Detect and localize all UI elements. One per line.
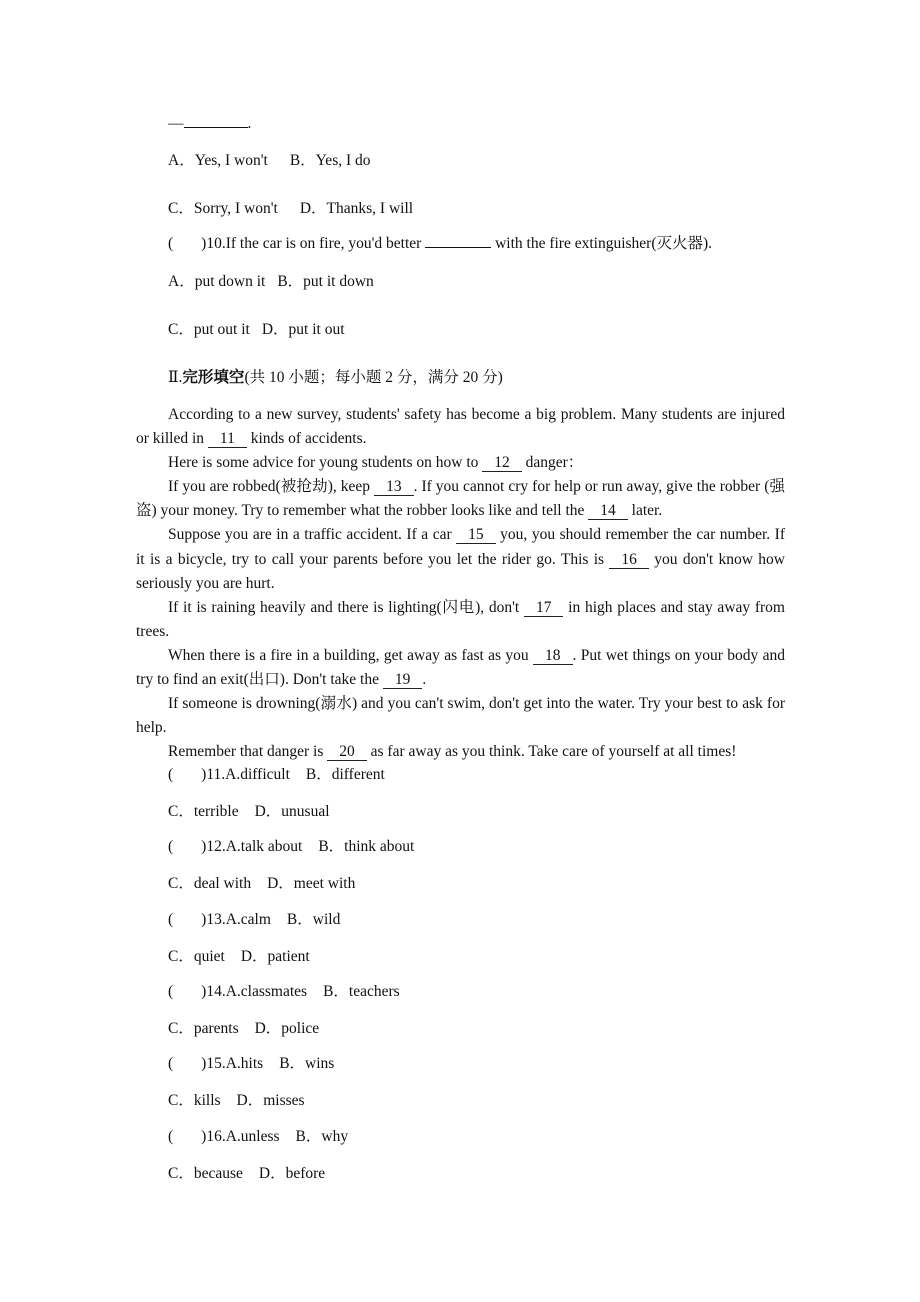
blank-number: 17 [524, 599, 564, 617]
option-a: A.classmates [225, 983, 308, 1000]
passage-text: . If you cannot cry for help or run away, give the robber (强盗) your money. Try to remember what the robber looks like and tell the [136, 478, 785, 520]
question-number: 11. [206, 766, 226, 783]
option-c: C．kills [168, 1092, 221, 1109]
blank-number: 13 [374, 478, 414, 496]
question-item [168, 982, 400, 1002]
blank-number: 16 [609, 551, 649, 569]
answer-paren-open: ( [168, 235, 174, 252]
option-b: B．wild [286, 911, 341, 928]
passage-paragraph [136, 692, 785, 740]
question-number: 14. [206, 983, 226, 1000]
passage-text: as far away as you think. Take care of yourself at all times! [366, 743, 737, 761]
question-options-cd [168, 1091, 305, 1111]
blank-number: 12 [482, 454, 522, 472]
question-options-cd [168, 947, 310, 967]
question-number: 12. [206, 838, 226, 855]
passage-text: you don't know how seriously you are hurt. [136, 550, 785, 592]
option-c: C．deal with [168, 875, 252, 892]
option-c: C．because [168, 1165, 243, 1182]
question-item [168, 1127, 348, 1147]
question-item [168, 837, 414, 857]
answer-paren-close: ) [201, 1055, 207, 1072]
q10-stem [168, 234, 712, 254]
answer-paren-open: ( [168, 838, 174, 855]
answer-paren-open: ( [168, 1128, 174, 1145]
question-number: 15. [206, 1055, 226, 1072]
blank-number: 20 [327, 743, 367, 761]
question-options-cd [168, 802, 330, 822]
option-d: D．police [254, 1020, 320, 1037]
option-b: B．think about [318, 838, 415, 855]
question-number: 13. [206, 911, 226, 928]
question-item [168, 765, 385, 785]
answer-paren-close: ) [201, 911, 207, 928]
option-d: D．unusual [254, 803, 330, 820]
option-b: B．Yes, I do [289, 152, 371, 169]
passage-text: Remember that danger is [168, 743, 328, 761]
option-c: C．put out it [168, 321, 250, 338]
option-b: B．wins [279, 1055, 335, 1072]
question-options-cd [168, 874, 355, 894]
option-b: B．why [295, 1128, 349, 1145]
blank-number: 18 [533, 647, 573, 665]
option-a: A.talk about [225, 838, 303, 855]
passage-paragraph [136, 475, 785, 523]
passage-text: Suppose you are in a traffic accident. If a car [168, 526, 457, 544]
q10-options-ab [168, 272, 374, 292]
option-c: C．Sorry, I won't [168, 200, 278, 217]
option-b: B．different [305, 766, 385, 783]
q9-options-cd [168, 199, 413, 219]
answer-paren-open: ( [168, 766, 174, 783]
question-item [168, 910, 340, 930]
stem-text: 10.If the car is on fire, you'd better [206, 235, 426, 252]
option-d: D．Thanks, I will [299, 200, 414, 217]
passage-paragraph [136, 523, 785, 595]
stem-text: with the fire extinguisher(灭火器). [491, 235, 713, 252]
option-c: C．terrible [168, 803, 239, 820]
option-b: B．teachers [323, 983, 400, 1000]
answer-paren-open: ( [168, 983, 174, 1000]
option-d: D．put it out [261, 321, 345, 338]
option-a: A.unless [225, 1128, 280, 1145]
passage-text: . Put wet things on your body and try to find an exit(出口). Don't take the [136, 646, 785, 689]
passage-text: If it is raining heavily and there is lighting(闪电), don't [168, 598, 524, 616]
passage-text: When there is a fire in a building, get away as fast as you [168, 646, 534, 664]
passage-text: According to a new survey, students' safety has become a big problem. Many students are injured or killed in [136, 406, 785, 448]
answer-paren-close: ) [201, 1128, 207, 1145]
answer-paren-close: ) [201, 838, 207, 855]
option-a: A．Yes, I won't [168, 152, 268, 169]
option-a: A．put down it [168, 273, 266, 290]
section-heading [168, 368, 503, 388]
passage-paragraph [136, 740, 785, 764]
answer-paren-close: ) [201, 983, 207, 1000]
passage-text: later. [627, 502, 663, 520]
period: . [247, 115, 252, 132]
q10-options-cd [168, 320, 345, 340]
q9-answer-line [168, 114, 251, 134]
option-a: A.hits [225, 1055, 264, 1072]
answer-paren-close: ) [201, 766, 207, 783]
option-c: C．quiet [168, 948, 225, 965]
option-a: A.difficult [225, 766, 290, 783]
option-b: B．put it down [277, 273, 374, 290]
option-d: D．misses [236, 1092, 305, 1109]
option-c: C．parents [168, 1020, 239, 1037]
passage-paragraph [136, 596, 785, 644]
passage-paragraph [136, 403, 785, 451]
blank-number: 15 [456, 526, 496, 544]
question-options-cd [168, 1164, 325, 1184]
q9-options-ab [168, 151, 371, 171]
passage-paragraph [136, 451, 785, 475]
question-number: 16. [206, 1128, 226, 1145]
option-d: D．patient [240, 948, 310, 965]
blank-number: 19 [383, 671, 423, 689]
passage-paragraph [136, 644, 785, 692]
answer-paren-open: ( [168, 1055, 174, 1072]
passage-text: Here is some advice for young students on how to [168, 454, 483, 472]
cloze-passage [136, 403, 785, 764]
blank-number: 11 [208, 430, 247, 448]
section-number: Ⅱ. [168, 369, 183, 386]
answer-paren-close: ) [201, 235, 207, 252]
section-note: (共 10 小题；每小题 2 分，满分 20 分) [244, 369, 503, 386]
option-d: D．meet with [267, 875, 356, 892]
passage-text: you, you should remember the car number. If it is a bicycle, try to call your parents before you let the rider go. This is [136, 526, 785, 568]
answer-paren-open: ( [168, 911, 174, 928]
passage-text: in high places and stay away from trees. [136, 598, 785, 640]
section-title: 完形填空 [182, 369, 245, 386]
blank-number: 14 [588, 502, 628, 520]
answer-blank [184, 127, 248, 128]
option-d: D．before [258, 1165, 326, 1182]
passage-text: . [422, 671, 427, 689]
dash: — [168, 115, 184, 132]
question-options-cd [168, 1019, 319, 1039]
answer-blank [425, 247, 491, 248]
passage-text: If someone is drowning(溺水) and you can't swim, don't get into the water. Try your best to ask for help. [136, 695, 785, 737]
passage-text: If you are robbed(被抢劫), keep [168, 478, 375, 496]
passage-text: danger： [521, 454, 584, 472]
option-a: A.calm [225, 911, 271, 928]
question-item [168, 1054, 334, 1074]
passage-text: kinds of accidents. [246, 430, 367, 448]
